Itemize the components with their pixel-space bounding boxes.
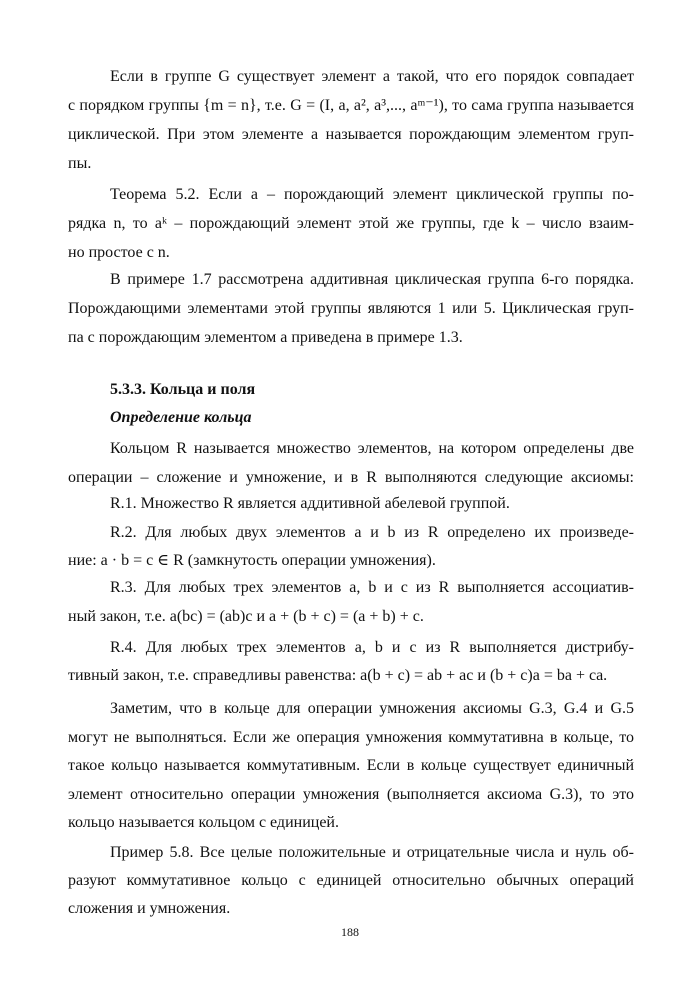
p2-line-2: рядка n, то aᵏ – порождающий элемент этой же группы, где k – число взаим- (68, 215, 634, 232)
section-heading: 5.3.3. Кольца и поля (110, 381, 256, 398)
p5-line-1: Заметим, что в кольце для операции умножения аксиомы G.3, G.4 и G.5 (110, 700, 634, 717)
axiom-r2-line-2: ние: a · b = c ∈ R (замкнутость операции умножения). (68, 552, 436, 569)
p3-line-2: Порождающими элементами этой группы являются 1 или 5. Циклическая груп- (68, 300, 634, 317)
axiom-r3-line-1: R.3. Для любых трех элементов a, b и c из R выполняется ассоциатив- (110, 579, 634, 596)
axiom-r4-line-2: тивный закон, т.е. справедливы равенства: a(b + c) = ab + ac и (b + c)a = ba + ca. (68, 667, 608, 684)
p5-line-5: кольцо называется кольцом с единицей. (68, 814, 339, 831)
p4-line-2: операции – сложение и умножение, и в R выполняются следующие аксиомы: (68, 469, 634, 486)
p6-line-2: разуют коммутативное кольцо с единицей относительно обычных операций (68, 872, 634, 889)
p1-line-3: циклической. При этом элементе a называется порождающим элементом груп- (68, 126, 634, 143)
p2-line-3: но простое с n. (68, 244, 170, 261)
p1-line-2: с порядком группы {m = n}, т.е. G = (I, a, a², a³,..., aᵐ⁻¹), то сама группа называется (68, 97, 634, 114)
p6-line-1: Пример 5.8. Все целые положительные и отрицательные числа и нуль об- (110, 844, 634, 861)
p1-line-1: Если в группе G существует элемент a такой, что его порядок совпадает (110, 68, 634, 85)
p5-line-4: элемент относительно операции умножения (выполняется аксиома G.3), то это (68, 786, 634, 803)
p5-line-2: могут не выполняться. Если же операция умножения коммутативна в кольце, то (68, 729, 634, 746)
axiom-r3-line-2: ный закон, т.е. a(bc) = (ab)c и a + (b + c) = (a + b) + c. (68, 608, 424, 625)
p4-line-1: Кольцом R называется множество элементов, на котором определены две (110, 440, 634, 457)
section-subheading: Определение кольца (110, 409, 252, 426)
axiom-r4-line-1: R.4. Для любых трех элементов a, b и c из R выполняется дистрибу- (110, 639, 634, 656)
axiom-r2-line-1: R.2. Для любых двух элементов a и b из R определено их произведе- (110, 524, 634, 541)
p6-line-3: сложения и умножения. (68, 900, 231, 917)
p1-line-4: пы. (68, 155, 92, 172)
axiom-r1-line-1: R.1. Множество R является аддитивной абелевой группой. (110, 495, 510, 512)
p5-line-3: такое кольцо называется коммутативным. Если в кольце существует единичный (68, 757, 634, 774)
p3-line-1: В примере 1.7 рассмотрена аддитивная циклическая группа 6-го порядка. (110, 271, 634, 288)
p2-line-1: Теорема 5.2. Если a – порождающий элемент циклической группы по- (110, 186, 634, 203)
p3-line-3: па с порождающим элементом a приведена в примере 1.3. (68, 329, 463, 346)
page-number: 188 (341, 925, 359, 939)
